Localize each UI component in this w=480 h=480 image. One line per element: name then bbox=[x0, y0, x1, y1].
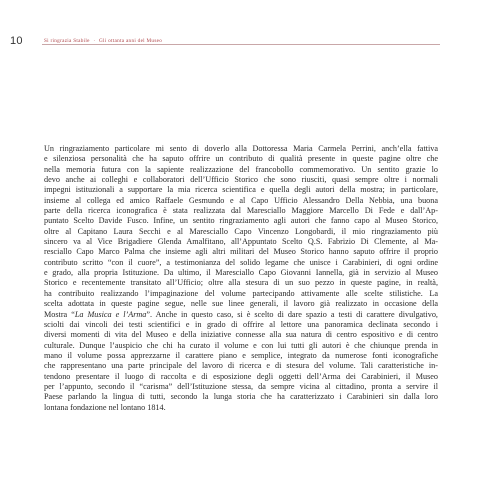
text-line: ha contribuito realizzando l’impaginazione del volume partecipando attivamente alle scelte stilistiche. La bbox=[44, 288, 438, 298]
running-head-left: Si ringrazia Stabile bbox=[44, 38, 90, 44]
text-line: Un ringraziamento particolare mi sento di doverlo alla Dottoressa Maria Carmela Perrini, anch’ella fattiva bbox=[44, 144, 438, 153]
mostra-before: Mostra “ bbox=[44, 309, 75, 319]
mostra-title: La Musica e l’Arma bbox=[74, 309, 147, 319]
text-line: oltre al Capitano Laura Secchi e al Maresciallo Capo Vincenzo Longobardi, il mio ringraziamento più bbox=[44, 226, 438, 236]
text-line: insieme al collega ed amico Raffaele Gesmundo e al Capo Ufficio Alessandro Della Nebbia, una buona bbox=[44, 195, 438, 205]
text-line: devo anche ai colleghi e collaboratori dell’Ufficio Storico che sono riusciti, quasi sempre oltre i normali bbox=[44, 175, 438, 185]
text-line: contributo scritto “con il cuore”, a testimonianza del solido legame che unisce i Carabinieri, di ogni ordine bbox=[44, 257, 438, 267]
text-line: e silenziosa personalità che ha saputo offrire un contributo di qualità presente in queste pagine oltre che bbox=[44, 154, 438, 164]
text-line: culturale. Dunque l’auspicio che chi ha curato il volume e con lui tutti gli autori è che chiunque prenda in bbox=[44, 340, 438, 350]
text-line: impegni istituzionali a supportare la mia ricerca scientifica e quella degli autori della mostra; in particolare, bbox=[44, 185, 438, 195]
text-line: scelta adottata in queste pagine segue, nelle sue linee generali, il lavoro già realizzato in occasione della bbox=[44, 299, 438, 309]
page-number: 10 bbox=[10, 35, 23, 47]
body-paragraph bbox=[44, 144, 438, 413]
text-line: Paese parlando la lingua di tutti, secondo la lunga storia che ha caratterizzato i Carabinieri sin dalla loro bbox=[44, 392, 438, 402]
text-line: per l’appunto, secondo il “carisma” dell’Istituzione stessa, da sempre vicina al cittadino, pronta a servire il bbox=[44, 381, 438, 391]
text-line: e grado, alla propria Istituzione. Da ultimo, il Maresciallo Capo Giovanni Iannella, già in servizio al Museo bbox=[44, 268, 438, 278]
text-line: sincero va al Vice Brigadiere Glenda Amalfitano, all’Appuntato Scelto Q.S. Fabrizio Di Clemente, al Ma- bbox=[44, 237, 438, 247]
text-line: Storico e recentemente transitato all’Ufficio; oltre alla stesura di un suo pezzo in queste pagine, in realtà, bbox=[44, 278, 438, 288]
header-rule bbox=[42, 44, 440, 45]
text-line-mostra bbox=[44, 310, 438, 320]
text-line: nella memoria futura con la sapiente realizzazione del francobollo commemorativo. Un sentito grazie lo bbox=[44, 164, 438, 174]
running-head-separator: · bbox=[93, 38, 96, 44]
running-head-right: Gli ottanta anni del Museo bbox=[99, 38, 163, 44]
text-line: parte della ricerca iconografica è stata realizzata dal Maresciallo Maggiore Marcello Di Fede e dall’Ap- bbox=[44, 206, 438, 216]
text-line: tendono presentare il luogo di raccolta e di esposizione degli oggetti dell’Arma dei Carabinieri, il Museo bbox=[44, 371, 438, 381]
text-line: resciallo Capo Marco Palma che insieme agli altri militari del Museo Storico hanno saputo offrire il proprio bbox=[44, 247, 438, 257]
text-line: mano il volume possa apprezzarne il carattere piano e semplice, integrato da numerose fonti iconografiche bbox=[44, 350, 438, 360]
mostra-after: ”. Anche in questo caso, si è scelto di dare spazio a testi di carattere divulgativo, bbox=[146, 309, 438, 319]
text-line-last: lontana fondazione nel lontano 1814. bbox=[44, 402, 166, 412]
text-line: diversi momenti di vita del Museo e della iniziative connesse alla sua natura di centro espositivo e di centro bbox=[44, 330, 438, 340]
text-line: che rappresentano una parte principale del lavoro di ricerca e di stesura del volume. Tali caratteristiche in- bbox=[44, 361, 438, 371]
text-line: sciolti dai vincoli dei testi scientifici e in grado di offrire al lettore una panoramica declinata secondo i bbox=[44, 319, 438, 329]
text-line: puntato Scelto Davide Fusco. Infine, un sentito ringraziamento agli autori che fanno capo al Museo Storico, bbox=[44, 216, 438, 226]
